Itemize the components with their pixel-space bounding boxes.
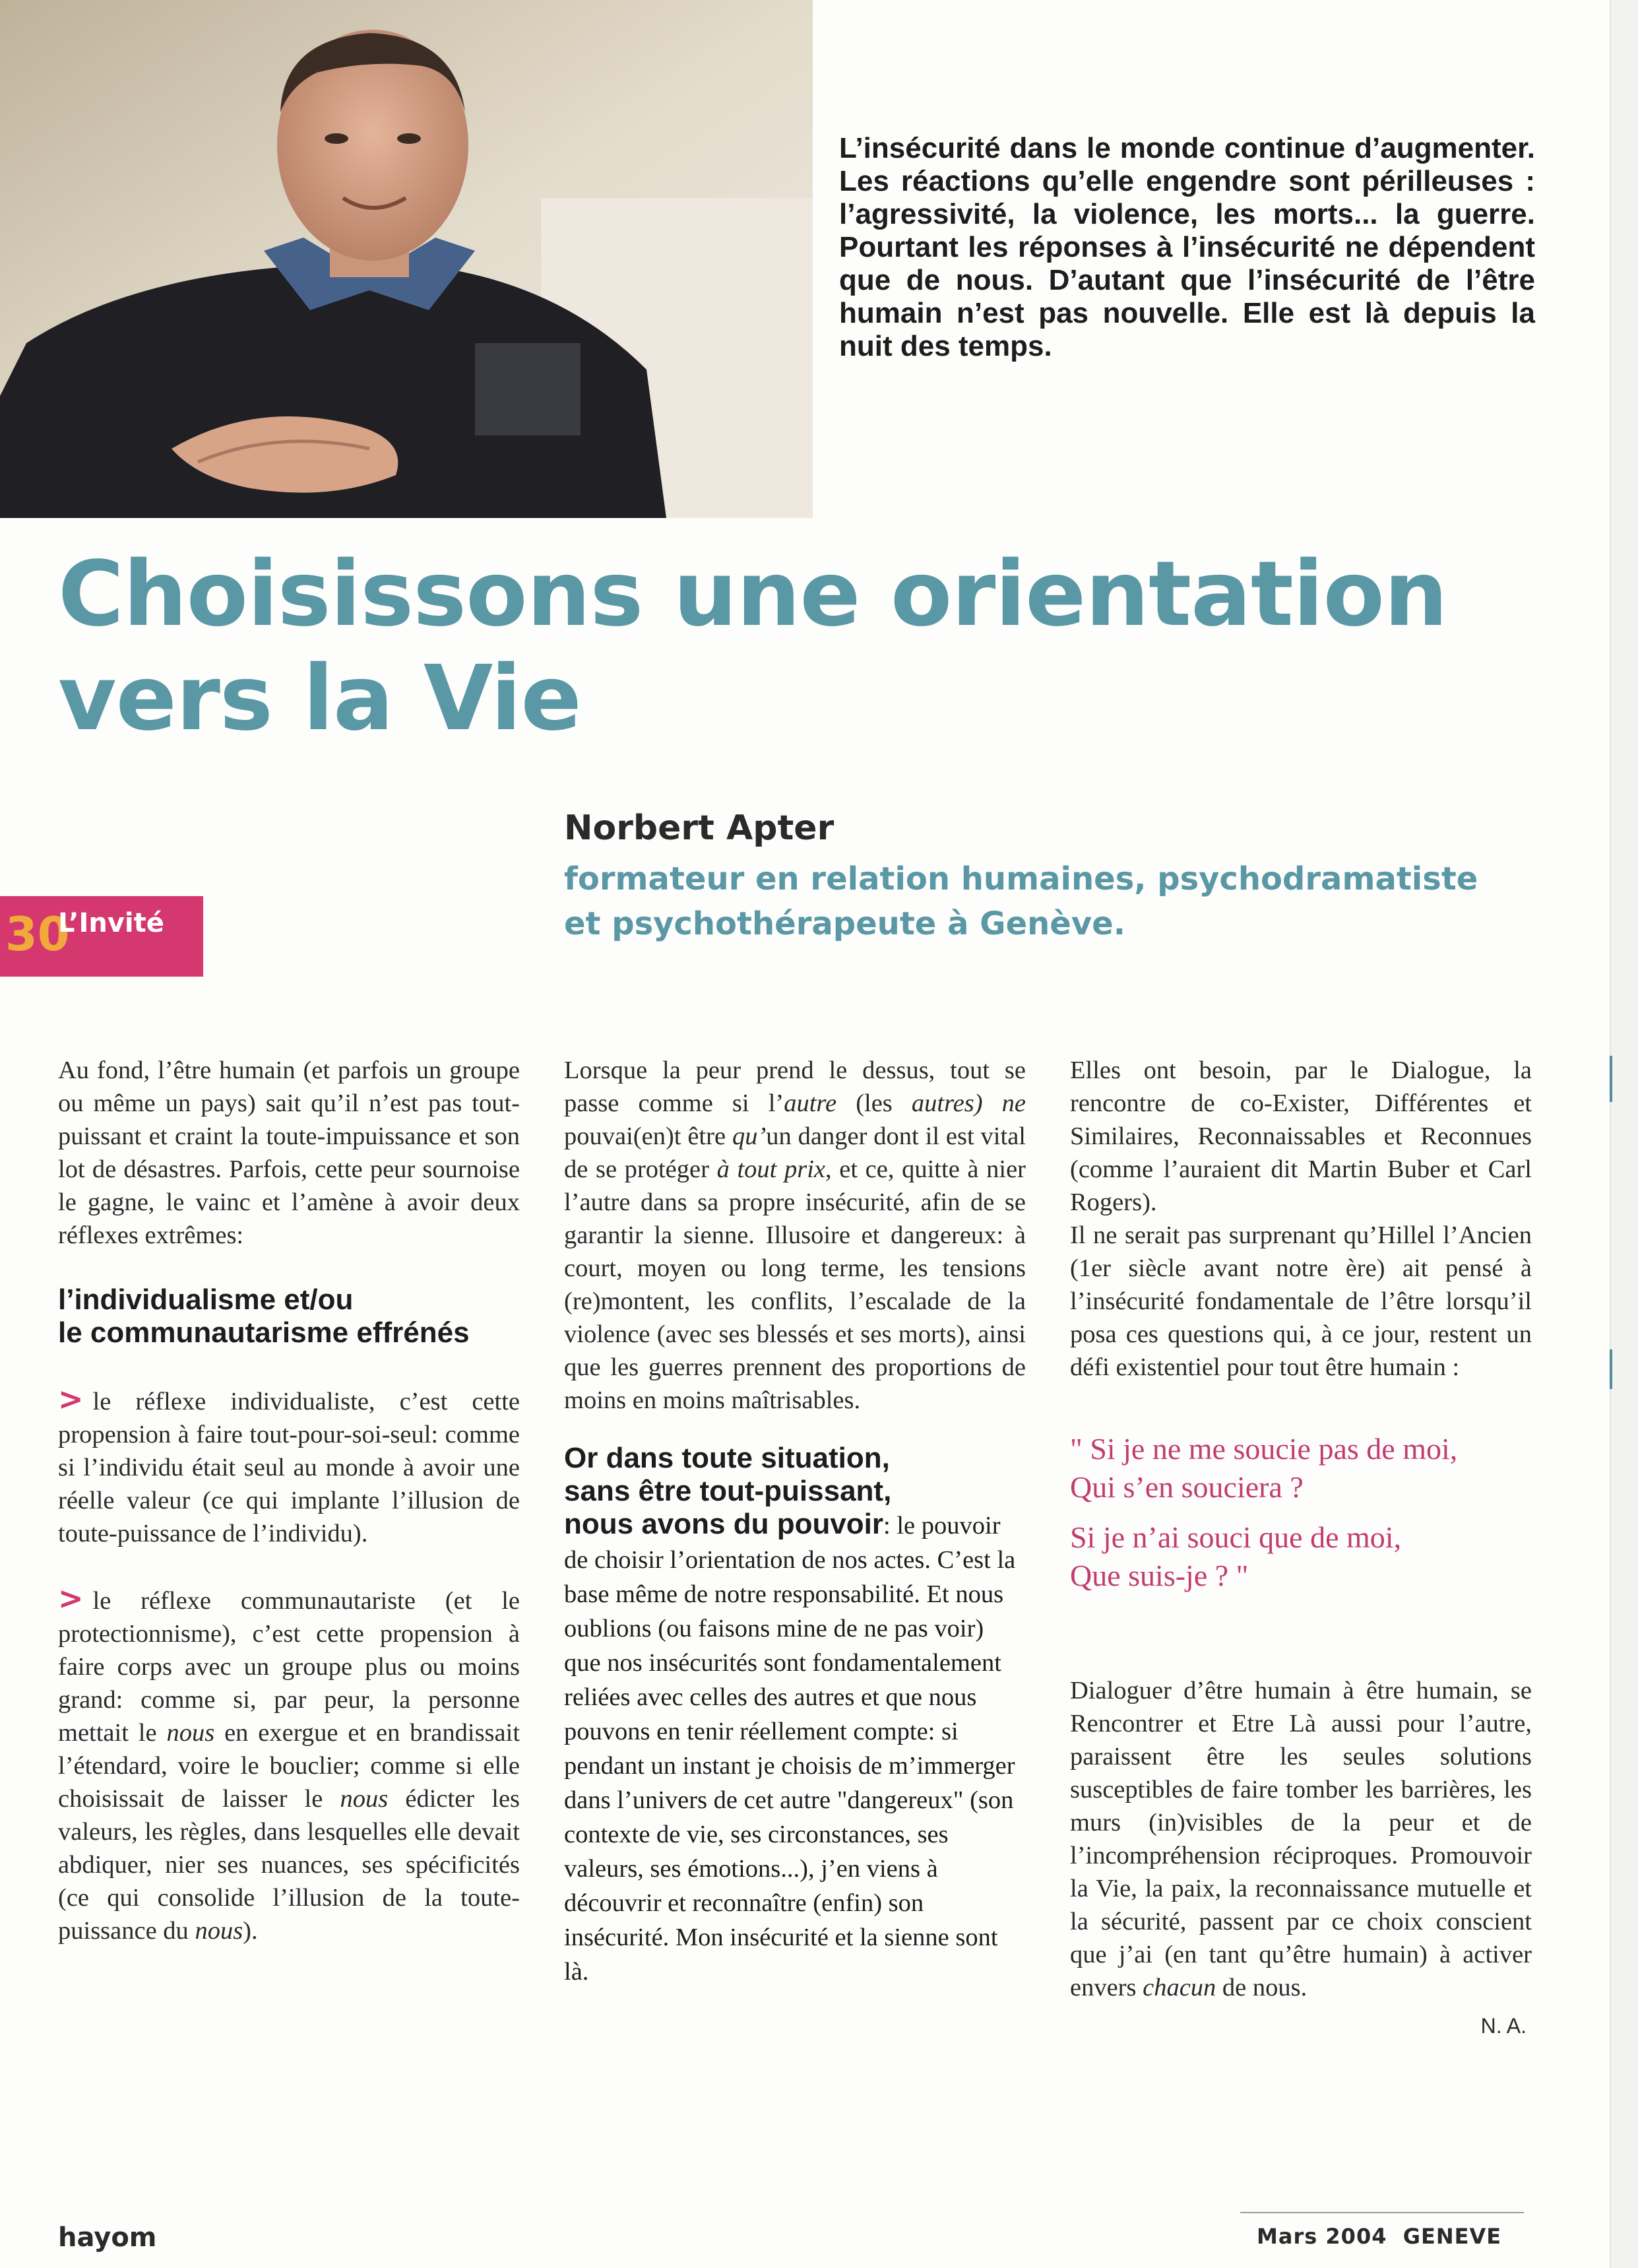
text: (les [856,1089,893,1117]
bullet-text: en exergue et en brandissait l’étendard, voire le bouclier; comme si elle choisissait de laisser le [58,1719,520,1813]
column-2 [564,1054,1026,1988]
bullet-text: le réflexe individualiste, c’est cette propension à faire tout-pour-soi-seul: comme si l’individu était seul au monde à avoir une réelle valeur (ce qui implante l’illusion de toute-puissance de l’individu). [58,1388,520,1547]
emphasis: à tout prix [716,1155,825,1183]
bullet-text: ). [243,1917,258,1945]
bullet-text: le réflexe communautariste (et le protectionnisme), c’est cette propension à faire corps avec un groupe plus ou moins grand: comme si, par peur, la personne mettait le [58,1587,520,1747]
author-role-line-1: formateur en relation humaines, psychodramatiste [564,860,1478,897]
quote-line: " Si je ne me soucie pas de moi, [1070,1432,1458,1466]
bullet-text: édicter les valeurs, les règles, dans lesquelles elle devait abdiquer, nier ses nuances, ses spécificités (ce qui consolide l’illusion de la toute-puissance du [58,1785,520,1945]
issue-city: GENEVE [1402,2224,1502,2249]
author-name: Norbert Apter [564,808,835,848]
quote-line: Qui s’en souciera ? [1070,1470,1304,1504]
text: Dialoguer d’être humain à être humain, se Rencontrer et Etre Là aussi pour l’autre, paraissent être les seules solutions susceptibles de faire tomber les barrières, les murs (in)visibles de la peur et de l’incompréhension réciproques. Promouvoir la Vie, la paix, la reconnaissance mutuelle et la sécurité, passent par ce choix conscient que j’ai (en tant qu’être humain) à activer envers [1070,1677,1532,2001]
title-line-1: Choisissons une orientation [58,542,1447,647]
paragraph: : le pouvoir de choisir l’orientation de nos actes. C’est la base même de notre responsabilité. Et nous oublions (ou faisons mine de ne pas voir) que nos insécurités sont fondamentalement reliées avec celles des autres et que nous pouvons en tenir réellement compte: si pendant un instant je choisis de m’immerger dans l’univers de cet autre "dangereux" (son contexte de vie, ses circonstances, ses valeurs, ses émotions...), j’en viens à découvrir et reconnaître (enfin) son insécurité. Mon insécurité et la sienne sont là. [564,1512,1016,1986]
page-edge [1610,0,1638,2268]
paragraph: Au fond, l’être humain (et parfois un groupe ou même un pays) sait qu’il n’est pas tout-puissant et craint la toute-impuissance et son lot de désastres. Parfois, cette peur sournoise le gagne, le vainc et l’amène à avoir deux réflexes extrêmes: [58,1056,520,1249]
emphasis: nous [340,1785,389,1813]
subheading-line: Or dans toute situation, [564,1442,890,1474]
subheading [58,1283,520,1349]
column-1 [58,1054,520,1947]
quote-line: Que suis-je ? " [1070,1559,1249,1592]
emphasis: autres [911,1089,974,1117]
emphasis: nous [195,1917,243,1945]
bullet-paragraph [58,1382,520,1550]
issue-date [1257,2224,1501,2249]
text: Lorsque la peur prend le dessus, tout se passe comme si l’ [564,1056,1026,1117]
column-3 [1070,1054,1532,2042]
text: de nous. [1222,1974,1307,2001]
author-role [564,857,1587,946]
section-label: L’Invité [58,908,164,938]
text: , et ce, quitte à nier l’autre dans sa propre insécurité, afin de se garantir la sienne. Illusoire et dangereux: à court, moyen ou long terme, les tensions (re)montent, les conflits, l’escalade de la violence (avec ses blessés et ses morts), ainsi que les guerres prennent des proportions de moins en moins maîtrisables. [564,1155,1026,1414]
emphasis: nous [166,1719,215,1747]
footer-rule [1240,2212,1524,2213]
issue-month: Mars 2004 [1257,2224,1387,2249]
title-line-2: vers la Vie [58,647,581,751]
subheading-line: nous avons du pouvoir [564,1508,884,1540]
arrow-icon: > [58,1381,84,1417]
author-role-line-2: et psychothérapeute à Genève. [564,905,1125,942]
paragraph [1070,1674,1532,2004]
author-portrait-photo [0,0,813,518]
paragraph: Elles ont besoin, par le Dialogue, la rencontre de co-Exister, Différentes et Similaires, Reconnaissables et Reconnues (comme l’auraient dit Martin Buber et Carl Rogers). [1070,1056,1532,1216]
edge-mark [1610,1056,1612,1102]
page-number: 30 [5,907,70,961]
emphasis: autre [784,1089,837,1117]
text: un danger dont il est vital de se protéger [564,1122,1026,1183]
subheading-line: le communautarisme effrénés [58,1316,470,1349]
subheading [564,1442,1026,1988]
subheading-line: sans être tout-puissant, [564,1475,892,1507]
paragraph: Il ne serait pas surprenant qu’Hillel l’Ancien (1er siècle avant notre ère) ait pensé à l’insécurité fondamentale de l’être lorsqu’il posa ces questions qui, à ce jour, restent un défi existentiel pour tout être humain : [1070,1221,1532,1381]
magazine-brand: hayom [58,2222,157,2253]
quote-line: Si je n’ai souci que de moi, [1070,1520,1402,1554]
arrow-icon: > [58,1580,84,1616]
emphasis: ) ne [974,1089,1026,1117]
edge-mark [1610,1349,1612,1389]
subheading-line: l’individualisme et/ou [58,1283,354,1316]
emphasis: qu’ [732,1122,767,1150]
text: pouvai(en)t être [564,1122,726,1150]
paragraph [564,1054,1026,1417]
lead-paragraph: L’insécurité dans le monde continue d’augmenter. Les réactions qu’elle engendre sont périlleuses : l’agressivité, la violence, les morts... la guerre. Pourtant les réponses à l’insécurité ne dépendent que de nous. D’autant que l’insécurité de l’être humain n’est pas nouvelle. Elle est là depuis la nuit des temps. [839,132,1535,362]
bullet-paragraph [58,1582,520,1947]
pull-quote [1070,1430,1532,1595]
author-initials: N. A. [1480,2014,1527,2038]
emphasis: chacun [1143,1974,1216,2001]
article-title [58,542,1575,751]
